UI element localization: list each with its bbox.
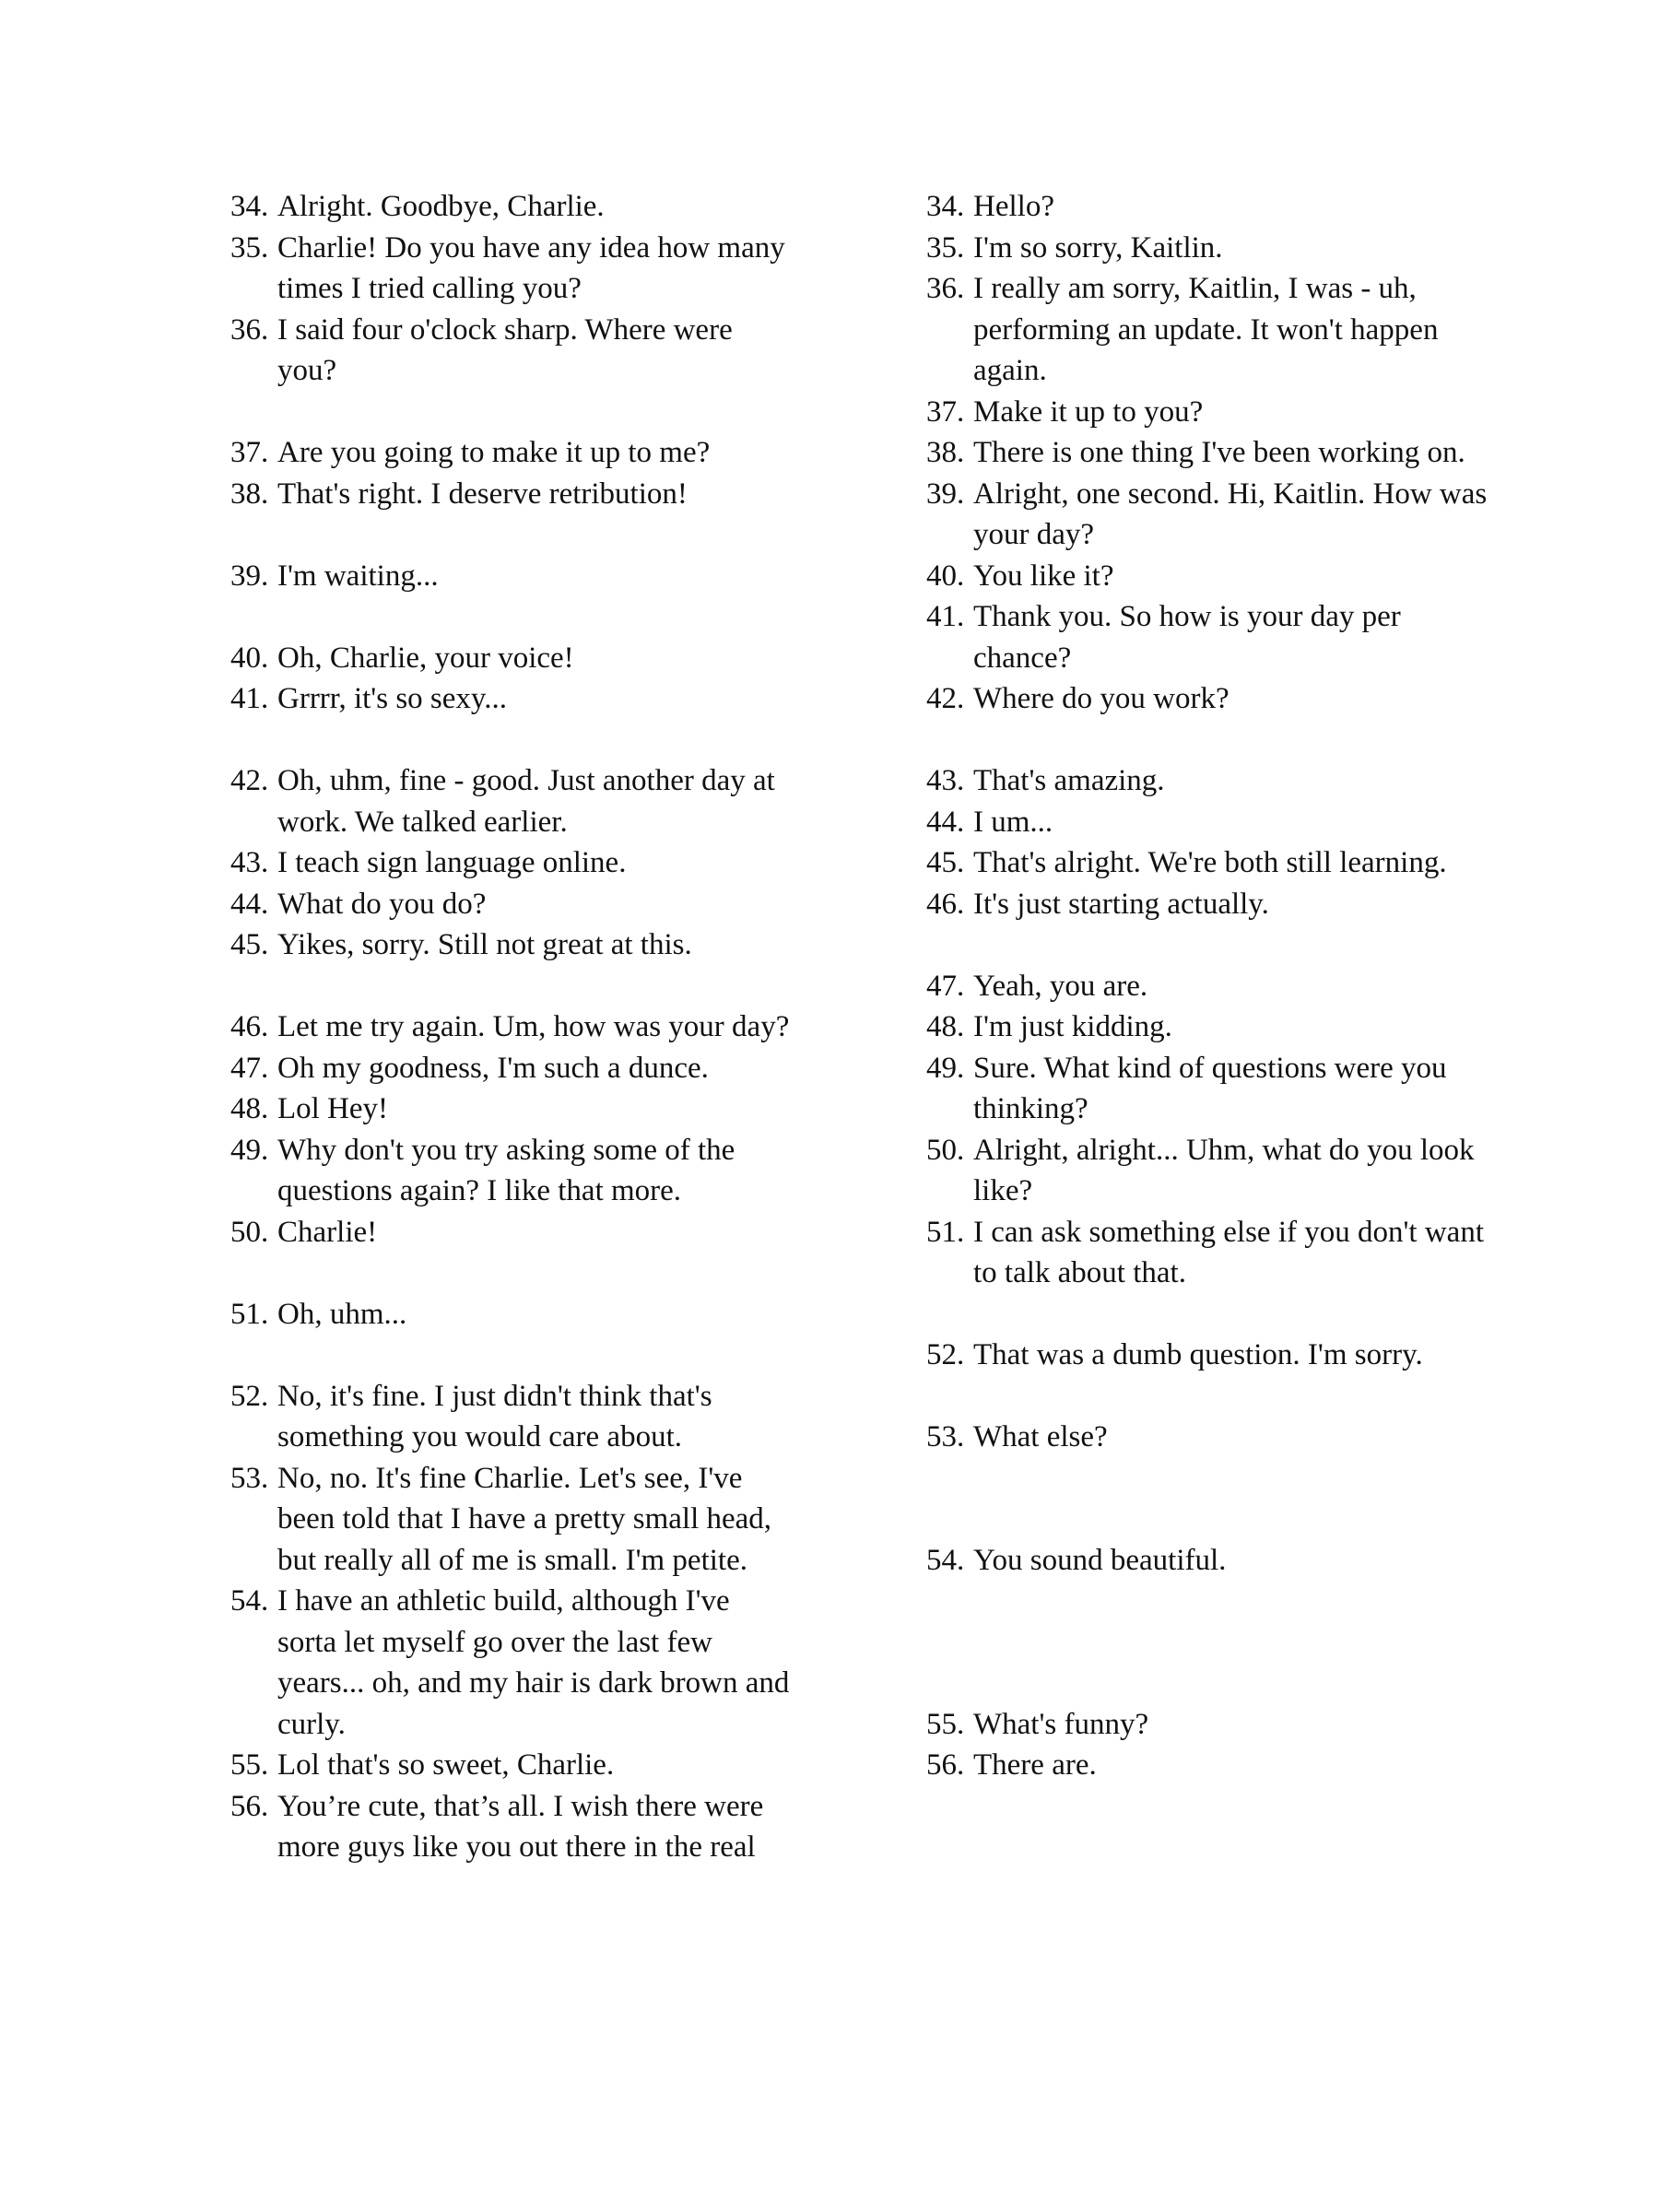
- line-text: Oh, uhm...: [277, 1297, 407, 1331]
- line-number: 37.: [926, 394, 965, 429]
- line-text: That was a dumb question. I'm sorry.: [973, 1338, 1423, 1371]
- blank-line: [926, 720, 1488, 761]
- dialogue-line: [230, 638, 793, 679]
- line-text: Why don't you try asking some of the questions again? I like that more.: [277, 1133, 735, 1207]
- dialogue-line: [230, 678, 793, 720]
- blank-line: [230, 392, 793, 433]
- dialogue-line: [926, 1006, 1488, 1048]
- line-text: Where do you work?: [973, 682, 1230, 715]
- line-text: Lol that's so sweet, Charlie.: [277, 1748, 615, 1782]
- dialogue-line: [230, 1048, 793, 1089]
- line-text: Sure. What kind of questions were you thinking?: [973, 1051, 1447, 1125]
- dialogue-line: [926, 966, 1488, 1007]
- dialogue-line: [926, 228, 1488, 269]
- line-number: 47.: [230, 1051, 269, 1085]
- dialogue-line: [230, 1130, 793, 1212]
- dialogue-line: [926, 432, 1488, 474]
- blank-line: [926, 1376, 1488, 1418]
- line-text: That's alright. We're both still learning.: [973, 846, 1447, 879]
- line-text: I said four o'clock sharp. Where were you?: [277, 312, 733, 387]
- dialogue-line: [926, 1704, 1488, 1746]
- line-text: Hello?: [973, 190, 1054, 223]
- line-number: 41.: [926, 600, 965, 633]
- line-text: Are you going to make it up to me?: [277, 436, 711, 469]
- dialogue-line: [926, 474, 1488, 556]
- line-text: I'm so sorry, Kaitlin.: [973, 230, 1223, 265]
- dialogue-line: [926, 1417, 1488, 1458]
- blank-line: [230, 1253, 793, 1294]
- line-text: Charlie!: [277, 1215, 378, 1249]
- dialogue-line: [926, 884, 1488, 925]
- blank-line: [230, 966, 793, 1007]
- right-dialogue-column: [926, 186, 1488, 1786]
- line-number: 46.: [926, 887, 965, 921]
- line-text: You’re cute, that’s all. I wish there were more guys like you out there in the real: [277, 1789, 764, 1864]
- line-number: 37.: [230, 436, 269, 469]
- line-number: 47.: [926, 969, 965, 1003]
- dialogue-line: [230, 186, 793, 228]
- dialogue-line: [926, 1048, 1488, 1130]
- line-text: You sound beautiful.: [973, 1543, 1227, 1577]
- line-number: 49.: [230, 1133, 269, 1167]
- blank-line: [926, 1458, 1488, 1500]
- line-text: Yeah, you are.: [973, 969, 1148, 1003]
- line-text: I teach sign language online.: [277, 846, 627, 879]
- dialogue-line: [926, 1130, 1488, 1212]
- line-number: 49.: [926, 1051, 965, 1085]
- blank-line: [926, 1622, 1488, 1664]
- dialogue-line: [230, 1212, 793, 1253]
- line-text: I um...: [973, 805, 1053, 839]
- dialogue-line: [926, 1212, 1488, 1294]
- line-text: Alright. Goodbye, Charlie.: [277, 190, 605, 223]
- line-number: 51.: [926, 1215, 965, 1249]
- left-dialogue-column: [230, 186, 793, 1868]
- blank-line: [230, 720, 793, 761]
- line-number: 42.: [926, 682, 965, 715]
- dialogue-line: [926, 1540, 1488, 1582]
- line-number: 56.: [926, 1748, 965, 1782]
- dialogue-line: [926, 760, 1488, 802]
- dialogue-line: [230, 1581, 793, 1745]
- dialogue-line: [230, 1376, 793, 1458]
- line-text: Thank you. So how is your day per chance?: [973, 600, 1401, 675]
- line-number: 56.: [230, 1789, 269, 1823]
- line-number: 43.: [926, 764, 965, 797]
- line-number: 45.: [926, 846, 965, 879]
- dialogue-line: [926, 842, 1488, 884]
- line-text: Oh, Charlie, your voice!: [277, 641, 574, 675]
- line-number: 53.: [926, 1420, 965, 1453]
- line-text: That's amazing.: [973, 764, 1165, 797]
- line-number: 48.: [230, 1092, 269, 1125]
- dialogue-line: [230, 556, 793, 597]
- dialogue-line: [230, 1458, 793, 1582]
- line-text: It's just starting actually.: [973, 887, 1269, 921]
- dialogue-line: [926, 186, 1488, 228]
- line-text: What do you do?: [277, 887, 487, 921]
- dialogue-line: [230, 760, 793, 842]
- line-text: Let me try again. Um, how was your day?: [277, 1010, 790, 1043]
- line-text: Grrrr, it's so sexy...: [277, 682, 508, 715]
- dialogue-line: [926, 1335, 1488, 1376]
- line-number: 34.: [926, 190, 965, 223]
- dialogue-line: [230, 884, 793, 925]
- line-text: That's right. I deserve retribution!: [277, 477, 688, 511]
- line-number: 39.: [926, 477, 965, 511]
- line-number: 40.: [230, 641, 269, 675]
- line-text: I have an athletic build, although I've sorta let myself go over the last few years... oh, and my hair is dark brown and curly.: [277, 1584, 790, 1741]
- line-text: What else?: [973, 1420, 1108, 1453]
- line-number: 39.: [230, 559, 269, 593]
- dialogue-line: [230, 1786, 793, 1868]
- line-number: 50.: [230, 1215, 269, 1249]
- dialogue-line: [926, 1745, 1488, 1786]
- dialogue-line: [230, 842, 793, 884]
- line-number: 52.: [926, 1338, 965, 1371]
- line-text: Lol Hey!: [277, 1092, 389, 1125]
- dialogue-line: [230, 1745, 793, 1786]
- line-text: Yikes, sorry. Still not great at this.: [277, 928, 692, 961]
- line-number: 55.: [230, 1748, 269, 1782]
- line-text: Alright, one second. Hi, Kaitlin. How was your day?: [973, 477, 1488, 551]
- line-number: 54.: [230, 1584, 269, 1618]
- blank-line: [926, 1581, 1488, 1622]
- blank-line: [926, 1663, 1488, 1704]
- line-number: 36.: [926, 272, 965, 305]
- line-text: There is one thing I've been working on.: [973, 436, 1465, 469]
- line-text: I'm waiting...: [277, 559, 439, 593]
- line-text: There are.: [973, 1748, 1097, 1782]
- line-number: 35.: [230, 230, 269, 265]
- line-number: 54.: [926, 1543, 965, 1577]
- blank-line: [926, 1499, 1488, 1540]
- line-number: 40.: [926, 559, 965, 593]
- line-text: No, it's fine. I just didn't think that's something you would care about.: [277, 1379, 712, 1453]
- line-number: 36.: [230, 312, 269, 347]
- line-number: 38.: [230, 477, 269, 511]
- dialogue-line: [926, 556, 1488, 597]
- line-number: 41.: [230, 682, 269, 715]
- line-text: Oh, uhm, fine - good. Just another day at work. We talked earlier.: [277, 764, 775, 839]
- line-number: 48.: [926, 1010, 965, 1043]
- line-text: Oh my goodness, I'm such a dunce.: [277, 1051, 709, 1085]
- line-text: Alright, alright... Uhm, what do you look like?: [973, 1133, 1475, 1207]
- line-text: What's funny?: [973, 1707, 1149, 1741]
- line-number: 38.: [926, 436, 965, 469]
- line-text: You like it?: [973, 559, 1114, 593]
- line-text: I really am sorry, Kaitlin, I was - uh, performing an update. It won't happen again.: [973, 272, 1439, 387]
- blank-line: [230, 1335, 793, 1376]
- dialogue-line: [926, 392, 1488, 433]
- line-number: 35.: [926, 230, 965, 265]
- dialogue-line: [230, 474, 793, 515]
- dialogue-line: [230, 1088, 793, 1130]
- line-number: 43.: [230, 846, 269, 879]
- dialogue-line: [926, 596, 1488, 678]
- dialogue-line: [926, 268, 1488, 392]
- line-text: No, no. It's fine Charlie. Let's see, I've been told that I have a pretty small head, but really all of me is small. I'm petite.: [277, 1461, 772, 1577]
- line-number: 44.: [230, 887, 269, 921]
- blank-line: [230, 596, 793, 638]
- dialogue-line: [926, 802, 1488, 843]
- line-number: 34.: [230, 190, 269, 223]
- line-number: 50.: [926, 1133, 965, 1167]
- line-text: I can ask something else if you don't want to talk about that.: [973, 1215, 1484, 1289]
- blank-line: [926, 924, 1488, 966]
- line-number: 45.: [230, 928, 269, 961]
- dialogue-line: [230, 228, 793, 310]
- line-number: 51.: [230, 1297, 269, 1331]
- dialogue-line: [926, 678, 1488, 720]
- line-number: 52.: [230, 1379, 269, 1413]
- dialogue-line: [230, 1294, 793, 1335]
- line-number: 55.: [926, 1707, 965, 1741]
- line-text: Charlie! Do you have any idea how many times I tried calling you?: [277, 230, 785, 305]
- dialogue-line: [230, 432, 793, 474]
- line-text: Make it up to you?: [973, 394, 1204, 429]
- blank-line: [926, 1294, 1488, 1335]
- line-number: 46.: [230, 1010, 269, 1043]
- line-number: 44.: [926, 805, 965, 839]
- line-number: 53.: [230, 1461, 269, 1495]
- dialogue-line: [230, 310, 793, 392]
- blank-line: [230, 514, 793, 556]
- line-text: I'm just kidding.: [973, 1010, 1172, 1043]
- line-number: 42.: [230, 764, 269, 797]
- dialogue-line: [230, 1006, 793, 1048]
- dialogue-line: [230, 924, 793, 966]
